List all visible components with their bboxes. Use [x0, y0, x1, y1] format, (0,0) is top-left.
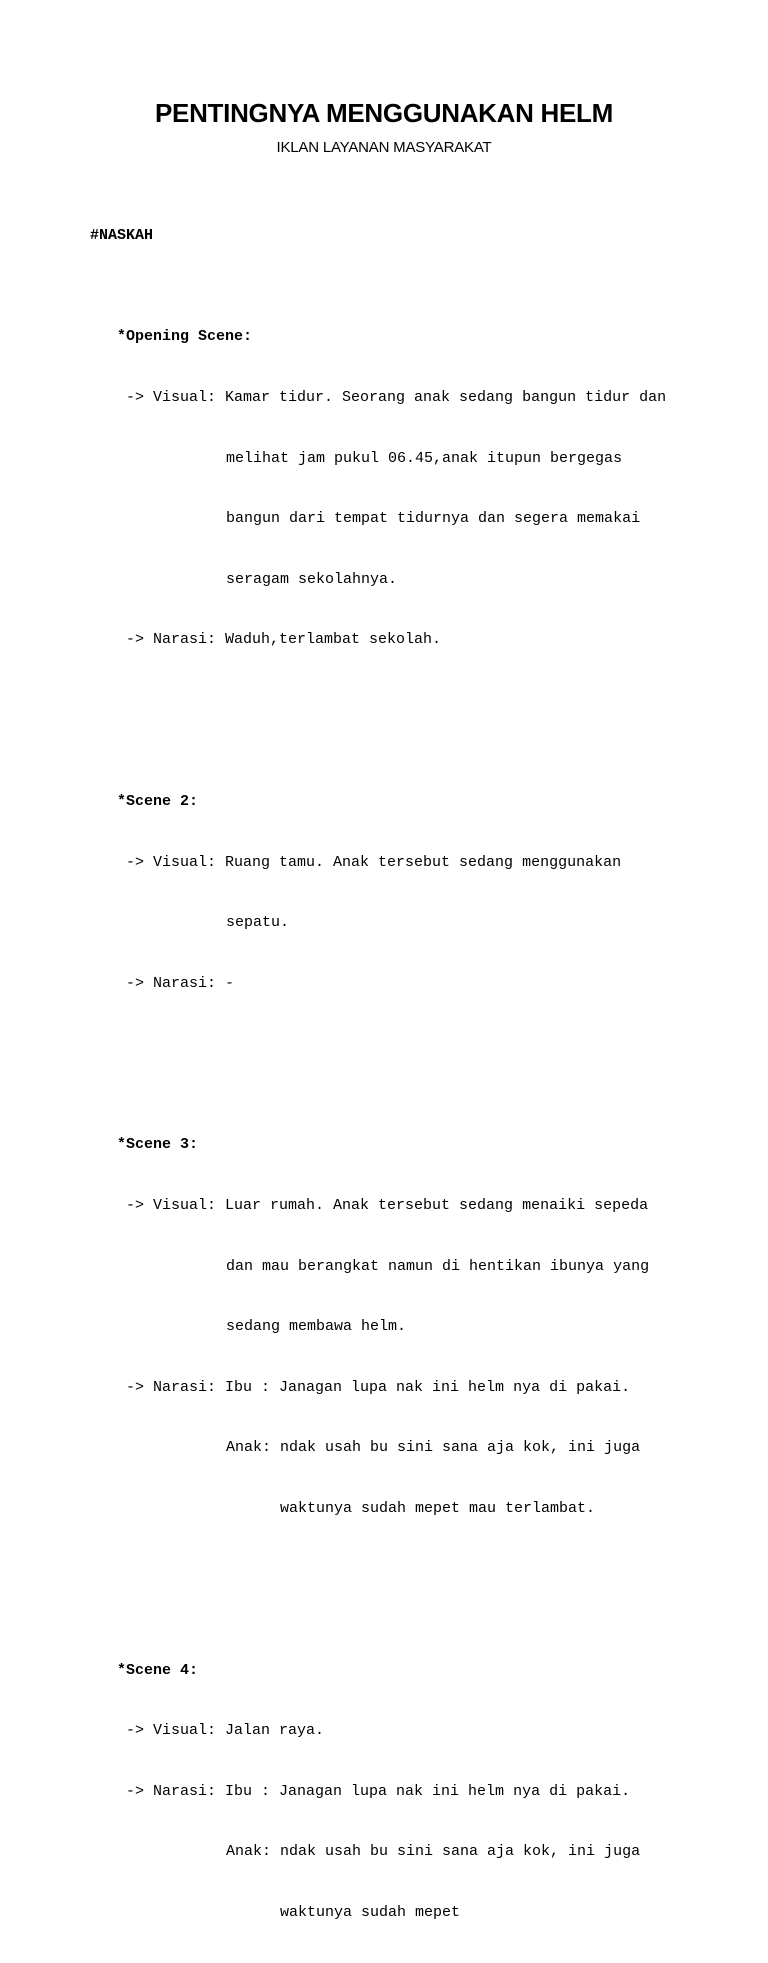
scene-label-4: *Scene 4:: [117, 1661, 199, 1679]
document-subtitle: IKLAN LAYANAN MASYARAKAT: [276, 139, 492, 156]
script-heading: #NASKAH: [90, 227, 154, 245]
scene-label-opening: *Opening Scene:: [117, 328, 253, 346]
scene-line: bangun dari tempat tidurnya dan segera memakai: [226, 510, 641, 528]
spacer: [90, 691, 750, 711]
scene-line: sepatu.: [226, 914, 290, 932]
scene-line: -> Narasi: -: [126, 974, 235, 992]
scene-line: -> Narasi: Ibu : Janagan lupa nak ini helm nya di pakai.: [126, 1782, 631, 1800]
scene-line: -> Narasi: Waduh,terlambat sekolah.: [126, 631, 442, 649]
scene-line: sedang membawa helm.: [226, 1318, 407, 1336]
scene-line: -> Visual: Ruang tamu. Anak tersebut sedang menggunakan: [126, 853, 622, 871]
scene-label-2: *Scene 2:: [117, 792, 199, 810]
spacer: [90, 1034, 750, 1054]
scene-line: melihat jam pukul 06.45,anak itupun bergegas: [226, 449, 623, 467]
scene-line: -> Narasi: Ibu : Janagan lupa nak ini helm nya di pakai.: [126, 1378, 631, 1396]
scene-line: Anak: ndak usah bu sini sana aja kok, ini juga: [226, 1843, 641, 1861]
scene-line: Anak: ndak usah bu sini sana aja kok, ini juga: [226, 1439, 641, 1457]
scene-line: waktunya sudah mepet: [280, 1903, 461, 1921]
scene-line: dan mau berangkat namun di hentikan ibunya yang: [226, 1257, 650, 1275]
script-body: [90, 186, 750, 1963]
spacer: [90, 1560, 750, 1580]
document-title: PENTINGNYA MENGGUNAKAN HELM: [155, 98, 613, 128]
scene-line: -> Visual: Kamar tidur. Seorang anak sedang bangun tidur dan: [126, 389, 667, 406]
scene-line: waktunya sudah mepet mau terlambat.: [280, 1499, 596, 1517]
scene-line: seragam sekolahnya.: [226, 570, 398, 588]
scene-line: -> Visual: Luar rumah. Anak tersebut sedang menaiki sepeda: [126, 1196, 649, 1214]
scene-line: -> Visual: Jalan raya.: [126, 1722, 325, 1740]
scene-label-3: *Scene 3:: [117, 1136, 199, 1154]
